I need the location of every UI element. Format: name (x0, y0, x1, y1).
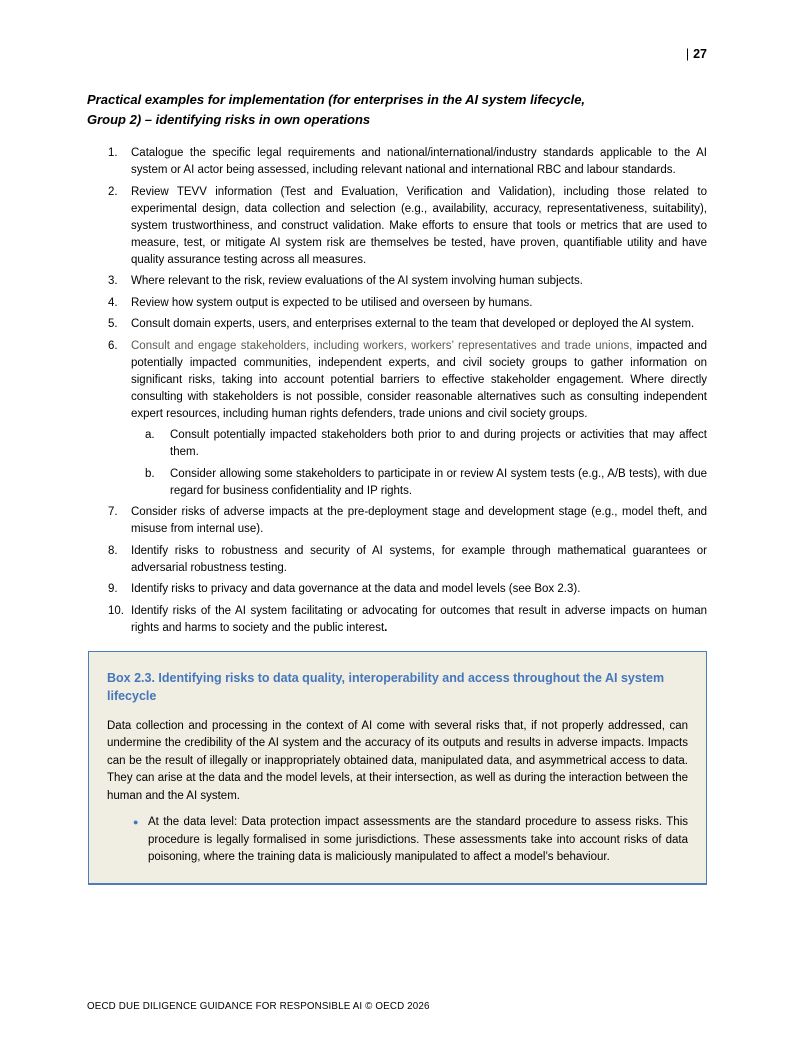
sub-list-item-text: Consult potentially impacted stakeholders both prior to and during projects or activities that may affect them. (170, 429, 707, 458)
list-item-4 (108, 295, 707, 312)
section-heading-line2: Group 2) – identifying risks in own operations (87, 112, 371, 127)
list-item-text: Review how system output is expected to be utilised and overseen by humans. (131, 296, 533, 309)
list-item-7 (108, 504, 707, 538)
list-item-text-gray-lead: Consult and engage stakeholders, including workers, workers’ representatives and trade unions, (131, 339, 633, 352)
list-item-text: Consider risks of adverse impacts at the pre-deployment stage and development stage (e.g., model theft, and misuse from internal use). (131, 506, 707, 535)
list-item-number: 6. (108, 339, 118, 352)
page-number-separator: | (685, 47, 690, 61)
list-item-number: 9. (108, 583, 118, 595)
box-bullet-text: At the data level: Data protection impact assessments are the standard procedure to assess risks. This procedure is legally formalised in some jurisdictions. These assessments take into account risks of data poisoning, where the training data is maliciously manipulated to affect a model’s behaviour. (148, 816, 688, 863)
info-box-2-3 (88, 651, 707, 885)
sub-list-item-letter: a. (145, 429, 155, 441)
list-item-text (131, 338, 707, 423)
sub-list-item-b (145, 466, 707, 500)
list-item-3 (108, 273, 707, 290)
footer-text: OECD DUE DILIGENCE GUIDANCE FOR RESPONSIBLE AI © OECD 2026 (87, 1001, 430, 1012)
numbered-list (87, 145, 707, 637)
list-item-number: 3. (108, 275, 118, 287)
list-item-text: Catalogue the specific legal requirements and national/international/industry standards applicable to the AI system or AI actor being assessed, including relevant national and international RBC and labour standards. (131, 147, 707, 176)
list-item-text: Where relevant to the risk, review evaluations of the AI system involving human subjects. (131, 275, 583, 287)
list-item-8 (108, 543, 707, 577)
list-item-number: 8. (108, 544, 118, 557)
sub-list-item-letter: b. (145, 467, 155, 480)
list-item-text: Consult domain experts, users, and enterprises external to the team that developed or deployed the AI system. (131, 318, 695, 330)
page-number (686, 47, 707, 61)
box-bullet-item (133, 814, 688, 867)
section-heading-line1: Practical examples for implementation (for enterprises in the AI system lifecycle, (87, 92, 586, 107)
list-item-text-tail: . (384, 621, 388, 634)
list-item-number: 7. (108, 506, 118, 518)
page-number-value: 27 (693, 47, 707, 61)
sub-list-item-text: Consider allowing some stakeholders to participate in or review AI system tests (e.g., A/B tests), with due regard for business confidentiality and IP rights. (170, 467, 707, 497)
list-item-text: Identify risks to privacy and data governance at the data and model levels (see Box 2.3). (131, 583, 581, 595)
list-item-1 (108, 145, 707, 179)
sub-list-item-a (145, 427, 707, 461)
list-item-5 (108, 316, 707, 333)
box-title: Box 2.3. Identifying risks to data quality, interoperability and access throughout the AI system lifecycle (107, 670, 665, 703)
list-item-text (131, 603, 707, 637)
list-item-9 (108, 581, 707, 598)
list-item-number: 10. (108, 604, 124, 617)
list-item-text: Review TEVV information (Test and Evaluation, Verification and Validation), including those related to experimental design, data collection and selection (e.g., availability, accuracy, representativeness, suitability), system trustworthiness, and construct validation. Make efforts to ensure that tools or metrics that are used to measure, test, or mitigate AI system risk are themselves be tested, have proven, quantifiable utility and have quality assurance testing across all measures. (131, 185, 707, 266)
list-item-number: 2. (108, 185, 118, 198)
box-body-paragraph: Data collection and processing in the context of AI come with several risks that, if not properly addressed, can undermine the credibility of the AI system and the accuracy of its outputs and results in adverse impacts. Impacts can be the result of illegally or inappropriately obtained data, manipulated data, and asymmetrical access to data. They can arise at the data and the model levels, at their intersection, as well as during the interaction between the human and the AI system. (107, 719, 688, 802)
list-item-2 (108, 184, 707, 269)
list-item-number: 5. (108, 318, 118, 330)
list-item-text-main: Identify risks of the AI system facilitating or advocating for outcomes that result in adverse impacts on human rights and harms to society and the public interest (131, 604, 707, 634)
list-item-6 (108, 338, 707, 423)
list-item-10 (108, 603, 707, 637)
list-item-number: 1. (108, 147, 118, 159)
list-item-number: 4. (108, 296, 118, 309)
section-heading (87, 90, 707, 130)
list-item-text: Identify risks to robustness and security of AI systems, for example through mathematical guarantees or adversarial robustness testing. (131, 544, 707, 574)
list-item-text-rest: impacted and potentially impacted communities, independent experts, and civil society groups to gather information on significant risks, taking into account potential barriers to effective stakeholder engagement. Where directly consulting with stakeholders is not possible, consider reasonable alternatives such as consulting independent expert resources, including human rights defenders, trade unions and civil society groups. (131, 339, 707, 420)
bullet-icon: ● (133, 817, 139, 827)
page-content (87, 90, 707, 885)
